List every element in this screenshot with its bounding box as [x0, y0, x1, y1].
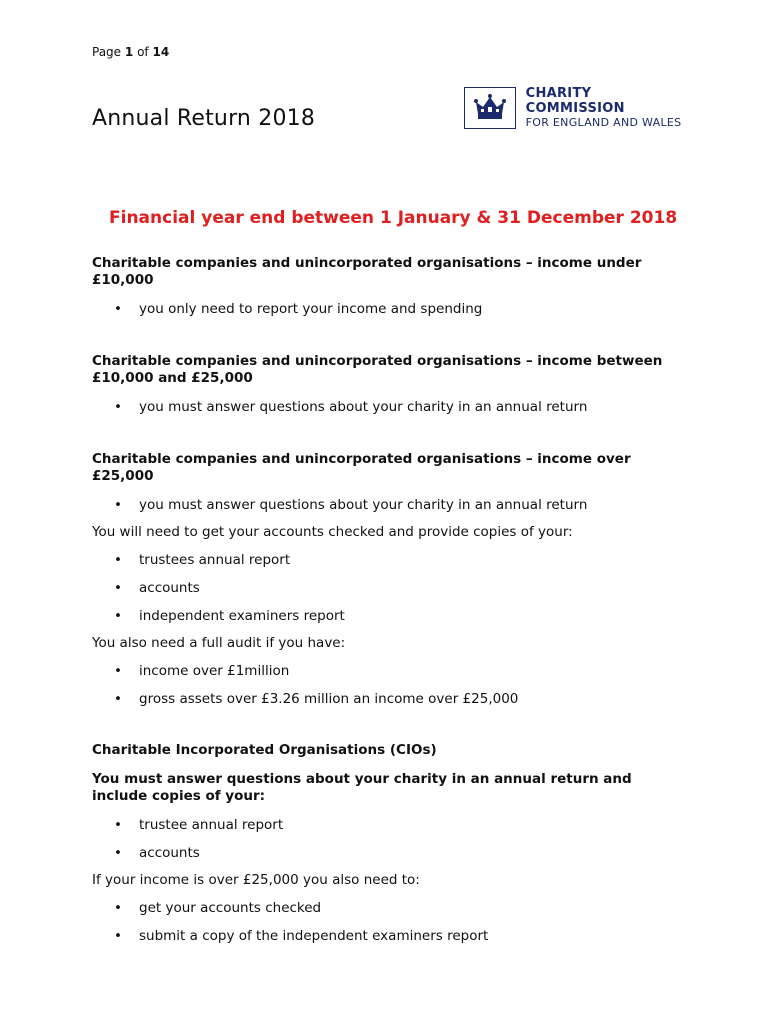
- list-item: • you must answer questions about your charity in an annual return: [92, 398, 682, 416]
- section-3-heading: Charitable companies and unincorporated organisations – income over £25,000: [92, 451, 631, 484]
- section-3-paragraph-2: You also need a full audit if you have:: [92, 635, 346, 651]
- section-3-copies-list: [92, 551, 682, 625]
- charity-commission-logo: [464, 86, 694, 130]
- section-3-audit-list: [92, 662, 682, 708]
- section-3-paragraph-1: You will need to get your accounts checked and provide copies of your:: [92, 524, 573, 540]
- section-1-heading: Charitable companies and unincorporated organisations – income under £10,000: [92, 255, 642, 288]
- section-3-list: [92, 496, 682, 514]
- section-4-paragraph: If your income is over £25,000 you also need to:: [92, 872, 420, 888]
- logo-line-2: FOR ENGLAND AND WALES: [525, 115, 682, 129]
- page-number: [92, 45, 169, 59]
- list-item: • trustees annual report: [92, 551, 682, 569]
- financial-year-subtitle: Financial year end between 1 January & 31 December 2018: [109, 208, 678, 228]
- section-2-heading: Charitable companies and unincorporated organisations – income between £10,000 and £25,000: [92, 353, 663, 386]
- list-item: • accounts: [92, 579, 682, 597]
- list-item: • income over £1million: [92, 662, 682, 680]
- crown-icon: [464, 87, 516, 129]
- page-of: of: [137, 45, 149, 59]
- list-item: • you only need to report your income and spending: [92, 300, 682, 318]
- list-item: • accounts: [92, 844, 682, 862]
- list-item: • trustee annual report: [92, 816, 682, 834]
- document-title: Annual Return 2018: [92, 106, 316, 131]
- section-4-heading: Charitable Incorporated Organisations (CIOs): [92, 742, 437, 758]
- section-4-income-list: [92, 899, 682, 945]
- list-item: • independent examiners report: [92, 607, 682, 625]
- section-4-subheading: You must answer questions about your charity in an annual return and include copies of your:: [92, 771, 632, 804]
- list-item: • get your accounts checked: [92, 899, 682, 917]
- section-2-list: [92, 398, 682, 416]
- logo-line-1: CHARITY COMMISSION: [525, 85, 625, 116]
- list-item: • you must answer questions about your charity in an annual return: [92, 496, 682, 514]
- list-item: • submit a copy of the independent examiners report: [92, 927, 682, 945]
- section-1-list: [92, 300, 682, 318]
- document-body: [92, 255, 682, 945]
- section-4-copies-list: [92, 816, 682, 862]
- list-item: • gross assets over £3.26 million an income over £25,000: [92, 690, 682, 708]
- page-label: Page: [92, 45, 122, 59]
- page-current: 1: [124, 45, 134, 59]
- page-total: 14: [152, 45, 170, 59]
